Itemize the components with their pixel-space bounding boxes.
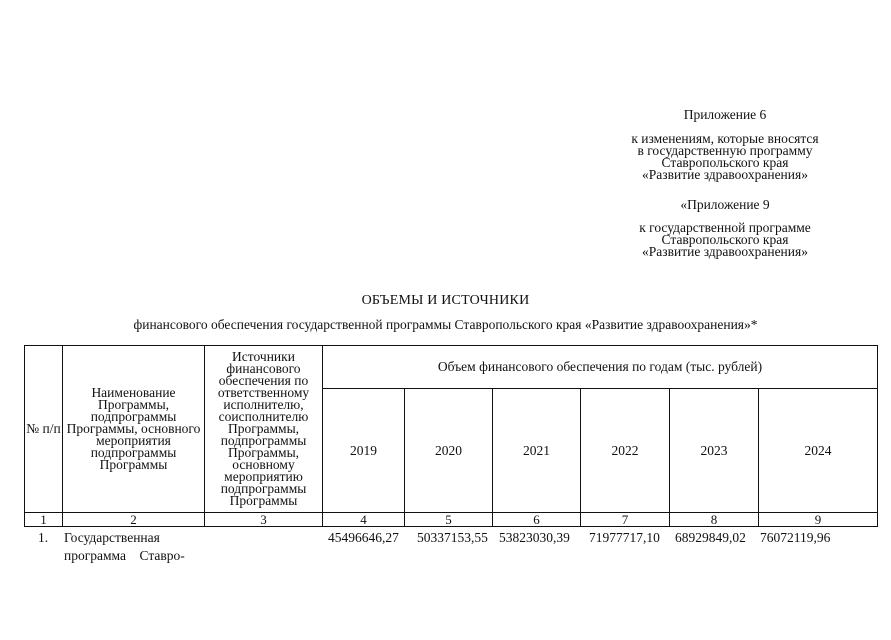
column-number: 1 (25, 513, 63, 527)
column-number: 8 (670, 513, 759, 527)
row-value-2019: 45496646,27 (328, 530, 399, 545)
appendix-6-label: Приложение 6 (683, 107, 767, 122)
column-number: 2 (63, 513, 205, 527)
year-header: 2022 (581, 389, 670, 513)
row-value-2024: 76072119,96 (760, 530, 831, 545)
column-number: 5 (405, 513, 493, 527)
funding-table (24, 345, 878, 527)
appendix-6-caption (600, 133, 850, 181)
row-value-2023: 68929849,02 (675, 530, 746, 545)
document-title: ОБЪЕМЫ И ИСТОЧНИКИ (361, 293, 530, 308)
year-header: 2023 (670, 389, 759, 513)
row-name-line-2: программа Ставро- (64, 548, 185, 563)
appendix-9-caption (600, 222, 850, 258)
column-number: 9 (759, 513, 878, 527)
column-number: 6 (493, 513, 581, 527)
caption-line: к изменениям, которые вносятся (631, 131, 819, 146)
caption-line: Ставропольского края (661, 232, 789, 247)
year-header: 2021 (493, 389, 581, 513)
col-header-sources: Источники финансового обеспечения по ответственному исполнителю, соисполнителю Программы, подпрограммы Программы, основному мероприятию подпрограммы Программы (205, 346, 323, 513)
document-subtitle: финансового обеспечения государственной программы Ставропольского края «Развитие здравоохранения»* (133, 317, 758, 332)
row-value-2020: 50337153,55 (417, 530, 488, 545)
caption-line: к государственной программе (639, 220, 811, 235)
col-header-volume: Объем финансового обеспечения по годам (тыс. рублей) (323, 346, 878, 389)
row-number: 1. (38, 530, 49, 545)
row-value-2021: 53823030,39 (499, 530, 570, 545)
year-header: 2020 (405, 389, 493, 513)
year-header: 2019 (323, 389, 405, 513)
caption-line: Ставропольского края (661, 155, 789, 170)
caption-line: «Развитие здравоохранения» (642, 244, 808, 259)
col-header-name: Наименование Программы, подпрограммы Программы, основного мероприятия подпрограммы Программы (63, 346, 205, 513)
column-number: 7 (581, 513, 670, 527)
row-name-line-1: Государственная (64, 530, 160, 545)
appendix-9-label: «Приложение 9 (680, 197, 770, 212)
caption-line: в государственную программу (637, 143, 813, 158)
caption-line: «Развитие здравоохранения» (642, 167, 808, 182)
year-header: 2024 (759, 389, 878, 513)
column-number: 3 (205, 513, 323, 527)
col-header-number: № п/п (25, 346, 63, 513)
row-value-2022: 71977717,10 (589, 530, 660, 545)
column-number: 4 (323, 513, 405, 527)
